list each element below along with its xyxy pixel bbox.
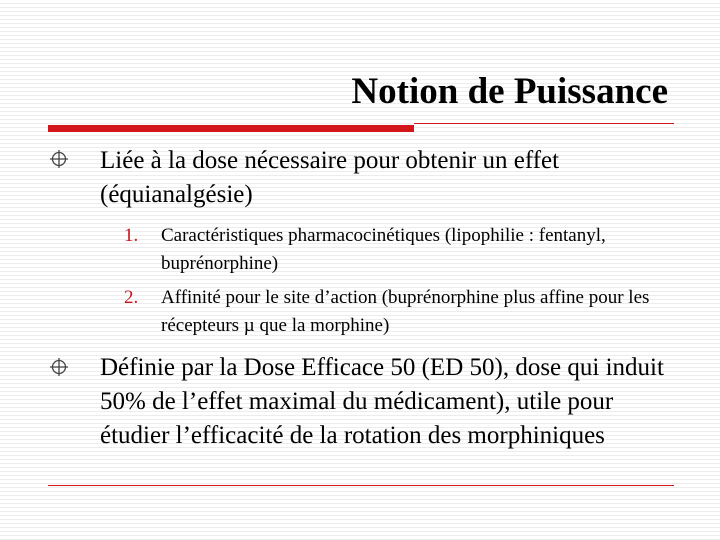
- title-underline-thick: [48, 125, 414, 132]
- bullet-text: Liée à la dose nécessaire pour obtenir un effet (équianalgésie): [100, 147, 560, 208]
- slide-title: Notion de Puissance: [351, 71, 668, 112]
- numbered-item: [124, 284, 664, 340]
- numbered-item: [124, 222, 664, 278]
- item-number: 1.: [124, 225, 139, 246]
- bullet-text: Définie par la Dose Efficace 50 (ED 50), dose qui induit 50% de l’effet maximal du médicament), utile pour étudier l’efficacité de la rotation des morphiniques: [100, 354, 664, 449]
- item-text: Affinité pour le site d’action (buprénorphine plus affine pour les récepteurs µ que la morphine): [161, 287, 650, 336]
- item-text: Caractéristiques pharmacocinétiques (lipophilie : fentanyl, buprénorphine): [161, 225, 606, 274]
- crosshair-circle-icon: [50, 150, 68, 168]
- crosshair-circle-icon: [50, 358, 68, 376]
- footer-line: [48, 485, 674, 486]
- item-number: 2.: [124, 287, 139, 308]
- title-underline-thin: [414, 123, 674, 124]
